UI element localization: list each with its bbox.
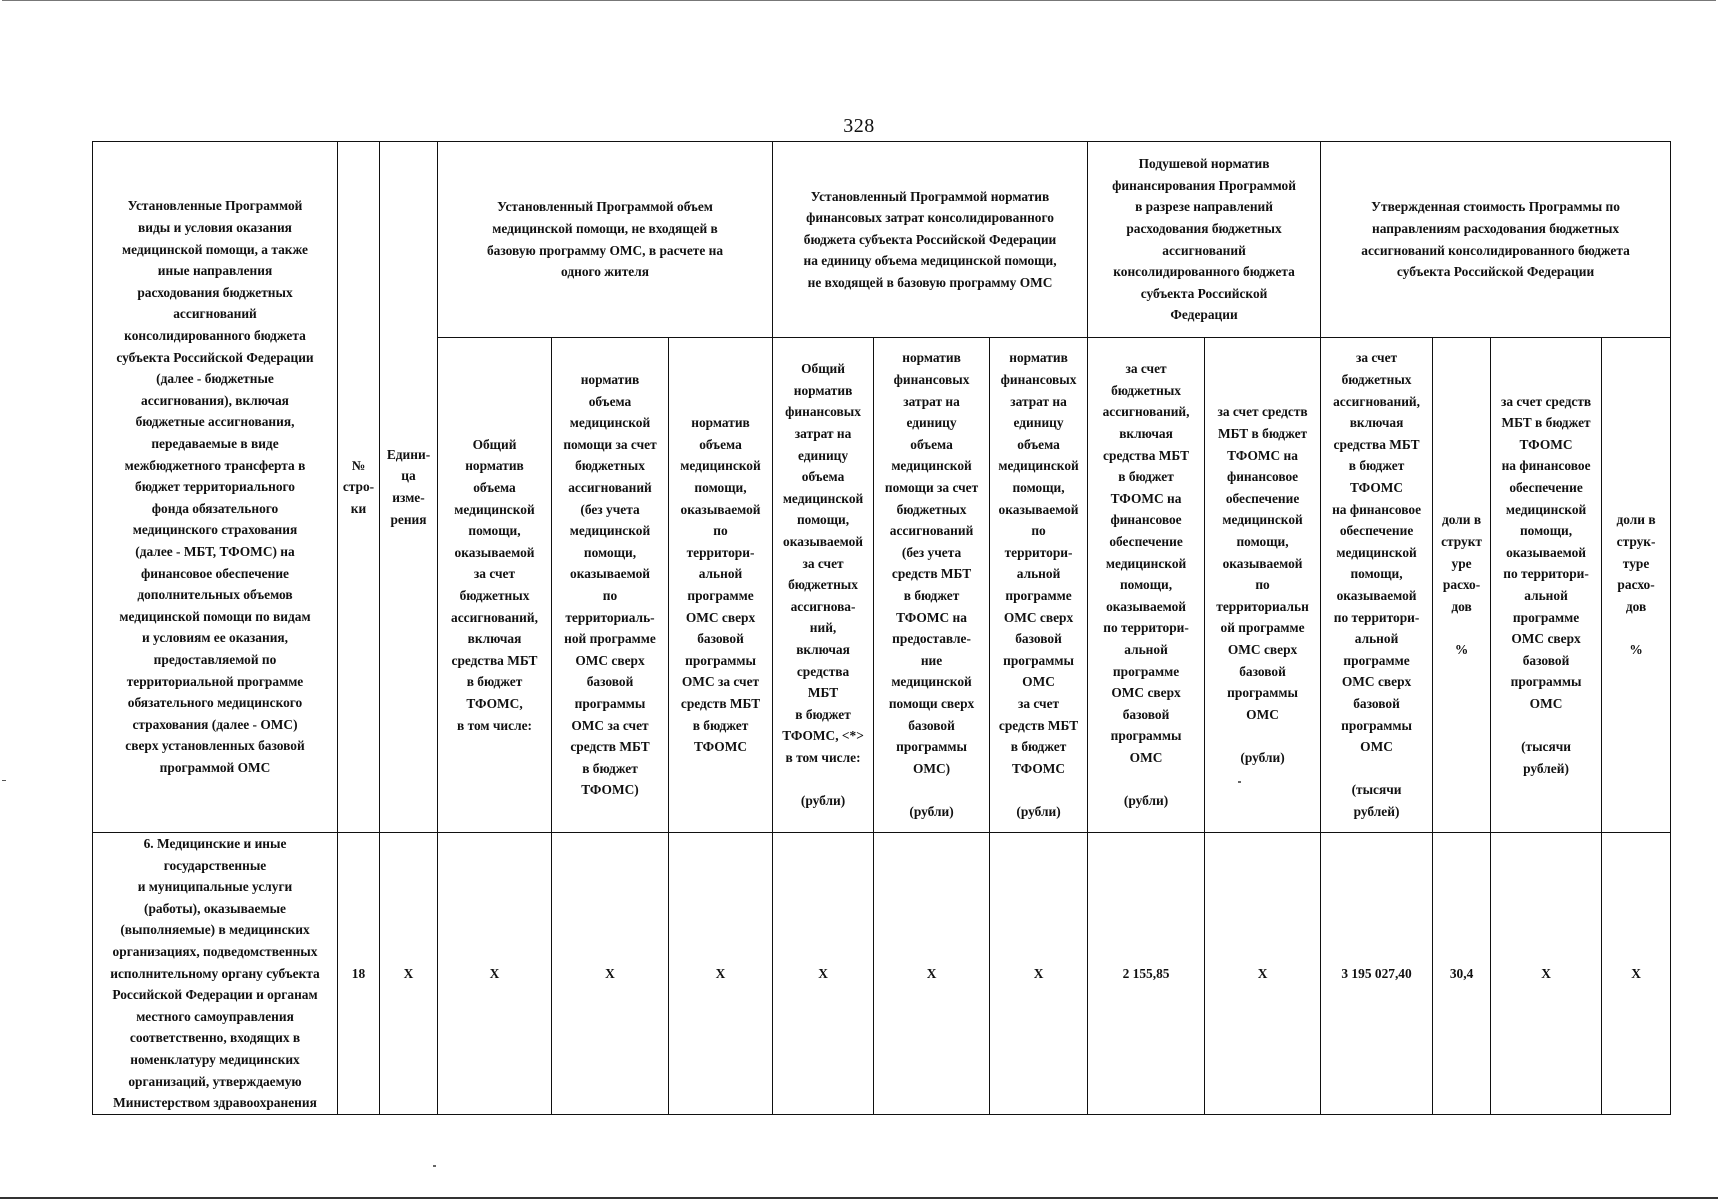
header-unit: Едини- ца изме- рения — [380, 142, 438, 833]
header-cost-group: Утвержденная стоимость Программы по направлениям расходования бюджетных ассигнований консолидированного бюджета субъекта Российской Федерации — [1321, 142, 1671, 338]
header-sub-4: Общий норматив финансовых затрат на единицу объема медицинской помощи, оказываемой за счет бюджетных ассигнова- ний, включая средства МБТ в бюджет ТФОМС, <*> в том числе: (рубли) — [773, 338, 874, 833]
row-number: 18 — [338, 833, 380, 1115]
header-sub-12: доли в струк- туре расхо- дов % — [1602, 338, 1671, 833]
row-label: 6. Медицинские и иные государственные и муниципальные услуги (работы), оказываемые (выполняемые) в медицинских организациях, подведомственных исполнительному органу субъекта Российской Федерации и органам местного самоуправления соответственно, входящих в номенклатуру медицинских организаций, утверждаемую Министерством здравоохранения — [93, 833, 338, 1115]
value-cell: X — [1602, 833, 1671, 1115]
value-cell: X — [1205, 833, 1321, 1115]
row-unit: X — [380, 833, 438, 1115]
header-sub-11: за счет средств МБТ в бюджет ТФОМС на финансовое обеспечение медицинской помощи, оказываемой по территори- альной программе ОМС сверх базовой программы ОМС (тысячи рублей) — [1491, 338, 1602, 833]
top-border-line — [2, 0, 1716, 1]
scan-speck — [433, 1165, 436, 1167]
header-sub-3: норматив объема медицинской помощи, оказываемой по территори- альной программе ОМС сверх базовой программы ОМС за счет средств МБТ в бюджет ТФОМС — [669, 338, 773, 833]
budget-table — [92, 141, 1671, 1115]
value-cell: 3 195 027,40 — [1321, 833, 1433, 1115]
value-cell: X — [669, 833, 773, 1115]
header-sub-2: норматив объема медицинской помощи за счет бюджетных ассигнований (без учета медицинской помощи, оказываемой по территориаль- ной программе ОМС сверх базовой программы ОМС за счет средств МБТ в бюджет ТФОМС) — [552, 338, 669, 833]
table-row — [93, 833, 1671, 1115]
page-number: 328 — [843, 115, 875, 137]
header-norm-group: Установленный Программой норматив финансовых затрат консолидированного бюджета субъекта Российской Федерации на единицу объема медицинской помощи, не входящей в базовую программу ОМС — [773, 142, 1088, 338]
scan-margin-mark — [2, 780, 6, 781]
header-row-groups — [93, 142, 1671, 338]
value-cell: X — [552, 833, 669, 1115]
header-sub-6: норматив финансовых затрат на единицу объема медицинской помощи, оказываемой по территори- альной программе ОМС сверх базовой программы ОМС за счет средств МБТ в бюджет ТФОМС (рубли) — [990, 338, 1088, 833]
value-cell: X — [773, 833, 874, 1115]
value-cell: X — [874, 833, 990, 1115]
value-cell: X — [1491, 833, 1602, 1115]
header-percapita-group: Подушевой норматив финансирования Программой в разрезе направлений расходования бюджетных ассигнований консолидированного бюджета субъекта Российской Федерации — [1088, 142, 1321, 338]
header-sub-10: доли в структ уре расхо- дов % — [1433, 338, 1491, 833]
bottom-border-line — [0, 1197, 1718, 1199]
value-cell: 30,4 — [1433, 833, 1491, 1115]
value-cell: X — [438, 833, 552, 1115]
header-services-types: Установленные Программой виды и условия оказания медицинской помощи, а также иные направления расходования бюджетных ассигнований консолидированного бюджета субъекта Российской Федерации (далее - бюджетные ассигнования), включая бюджетные ассигнования, передаваемые в виде межбюджетного трансферта в бюджет территориального фонда обязательного медицинского страхования (далее - МБТ, ТФОМС) на финансовое обеспечение дополнительных объемов медицинской помощи по видам и условиям ее оказания, предоставляемой по территориальной программе обязательного медицинского страхования (далее - ОМС) сверх установленных базовой программой ОМС — [93, 142, 338, 833]
header-sub-1: Общий норматив объема медицинской помощи, оказываемой за счет бюджетных ассигнований, включая средства МБТ в бюджет ТФОМС, в том числе: — [438, 338, 552, 833]
header-sub-8: за счет средств МБТ в бюджет ТФОМС на финансовое обеспечение медицинской помощи, оказываемой по территориальн ой программе ОМС сверх базовой программы ОМС (рубли) — [1205, 338, 1321, 833]
header-sub-5: норматив финансовых затрат на единицу объема медицинской помощи за счет бюджетных ассигнований (без учета средств МБТ в бюджет ТФОМС на предоставле- ние медицинской помощи сверх базовой программы ОМС) (рубли) — [874, 338, 990, 833]
header-sub-7: за счет бюджетных ассигнований, включая средства МБТ в бюджет ТФОМС на финансовое обеспечение медицинской помощи, оказываемой по территори- альной программе ОМС сверх базовой программы ОМС (рубли) — [1088, 338, 1205, 833]
header-row-number: № стро- ки — [338, 142, 380, 833]
value-cell: 2 155,85 — [1088, 833, 1205, 1115]
header-sub-9: за счет бюджетных ассигнований, включая средства МБТ в бюджет ТФОМС на финансовое обеспечение медицинской помощи, оказываемой по территори- альной программе ОМС сверх базовой программы ОМС (тысячи рублей) — [1321, 338, 1433, 833]
value-cell: X — [990, 833, 1088, 1115]
header-volume-group: Установленный Программой объем медицинской помощи, не входящей в базовую программу ОМС, в расчете на одного жителя — [438, 142, 773, 338]
